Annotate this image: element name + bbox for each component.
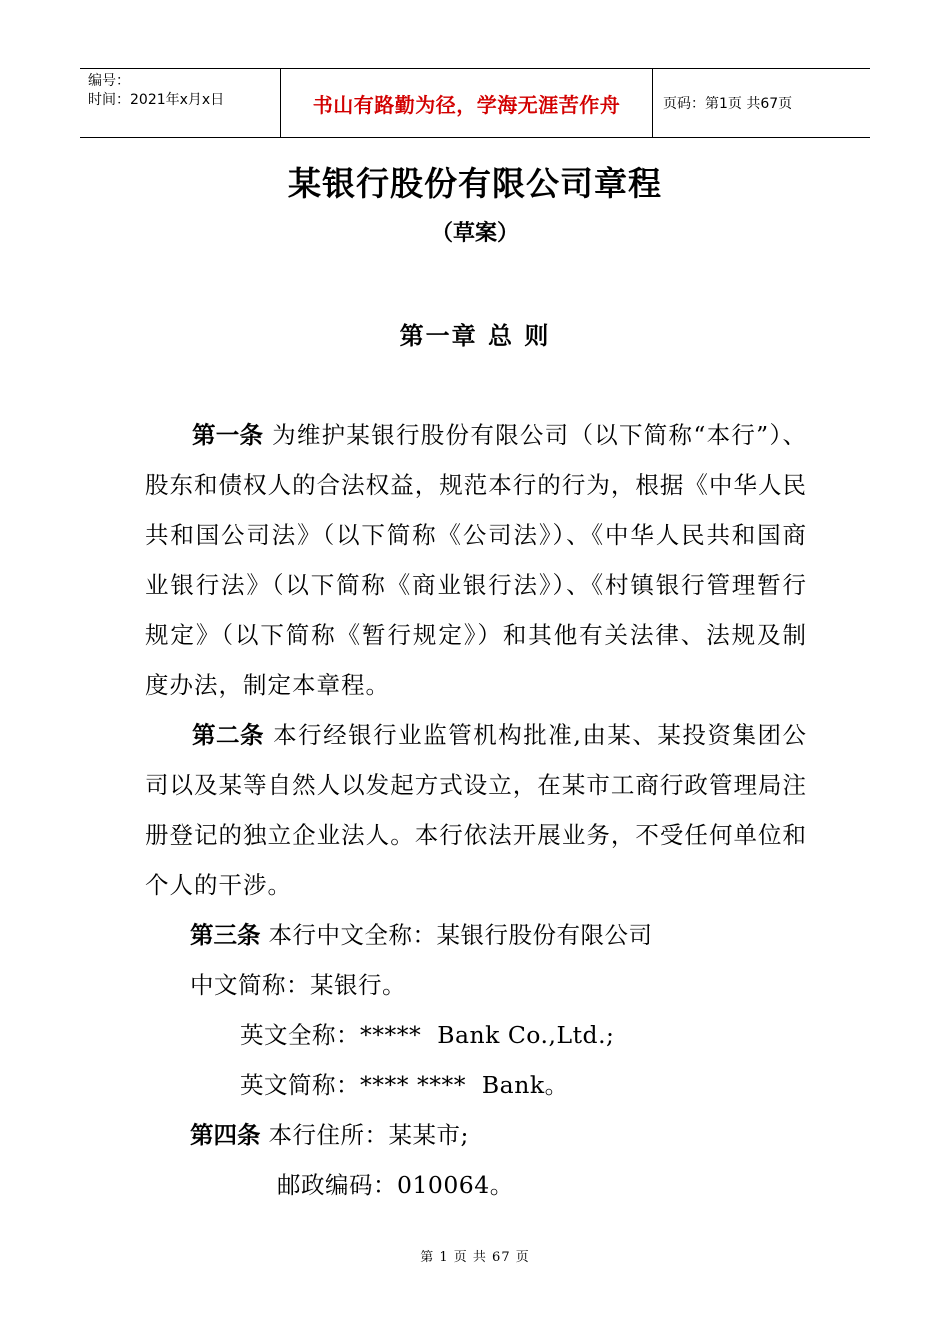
article-3-text: 本行中文全称：某银行股份有限公司 [260,921,653,949]
header-page-info: 页码：第1页 共67页 [663,96,793,112]
document-title: 某银行股份有限公司章程 [288,164,662,203]
article-2-label: 第二条 [192,721,265,749]
article-2-text: 本行经银行业监管机构批准,由某、某投资集团公司以及某等自然人以发起方式设立，在某市工商行政管理局注册登记的独立企业法人。本行依法开展业务，不受任何单位和个人的干涉。 [145,721,807,899]
article-3-english-full: 英文全称：***** Bank Co.,Ltd.; [240,1021,615,1049]
article-1 [145,410,807,710]
document-body [145,410,807,1210]
article-3 [145,910,807,960]
page-footer: 第 1 页 共 67 页 [420,1250,530,1265]
article-2 [145,710,807,910]
article-3-label: 第三条 [190,921,261,949]
document-subtitle: （草案） [430,221,519,246]
article-1-text: 为维护某银行股份有限公司（以下简称“本行”）、股东和债权人的合法权益，规范本行的行为，根据《中华人民共和国公司法》（以下简称《公司法》）、《中华人民共和国商业银行法》（以下简称《商业银行法》）、《村镇银行管理暂行规定》（以下简称《暂行规定》）和其他有关法律、法规及制度办法，制定本章程。 [145,421,808,699]
number-label: 编号： [88,73,130,89]
header-left-cell [80,69,281,137]
article-4 [145,1110,807,1160]
article-4-text: 本行住所：某某市; [260,1121,469,1149]
date-label: 时间：2021年x月x日 [88,92,225,108]
header-table [80,68,870,138]
article-4-postcode: 邮政编码：010064。 [277,1171,514,1199]
chapter-heading: 第一章 总 则 [399,322,551,350]
article-3-short-name: 中文简称：某银行。 [190,971,406,999]
article-4-label: 第四条 [190,1121,261,1149]
article-1-label: 第一条 [192,421,264,449]
article-3-english-short: 英文简称：**** **** Bank。 [240,1071,569,1099]
header-motto: 书山有路勤为径，学海无涯苦作舟 [281,69,653,137]
